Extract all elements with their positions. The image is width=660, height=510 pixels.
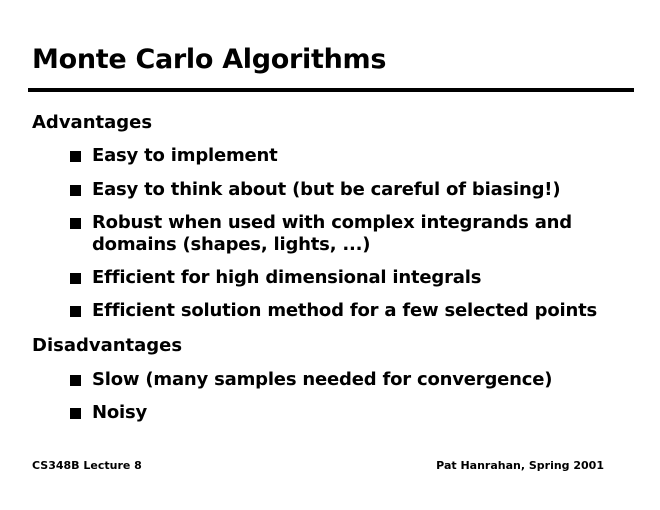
footer-course: CS348B Lecture 8 xyxy=(32,459,142,472)
square-bullet-icon xyxy=(70,185,81,196)
advantage-item-text: Easy to think about (but be careful of biasing!) xyxy=(92,179,561,200)
square-bullet-icon xyxy=(70,306,81,317)
advantage-item-text: Efficient for high dimensional integrals xyxy=(92,267,482,288)
advantage-item-text: Easy to implement xyxy=(92,145,278,166)
square-bullet-icon xyxy=(70,375,81,386)
advantages-heading: Advantages xyxy=(32,112,153,133)
disadvantage-item-text: Noisy xyxy=(92,402,148,423)
square-bullet-icon xyxy=(70,218,81,229)
advantage-item-text: Efficient solution method for a few selected points xyxy=(92,300,598,321)
slide-title: Monte Carlo Algorithms xyxy=(32,44,387,75)
square-bullet-icon xyxy=(70,408,81,419)
title-divider xyxy=(28,88,634,92)
advantage-item-text: Robust when used with complex integrands and domains (shapes, lights, ...) xyxy=(92,212,572,255)
square-bullet-icon xyxy=(70,273,81,284)
footer-author: Pat Hanrahan, Spring 2001 xyxy=(436,459,604,472)
square-bullet-icon xyxy=(70,151,81,162)
disadvantages-heading: Disadvantages xyxy=(32,335,183,356)
disadvantage-item-text: Slow (many samples needed for convergence) xyxy=(92,369,553,390)
